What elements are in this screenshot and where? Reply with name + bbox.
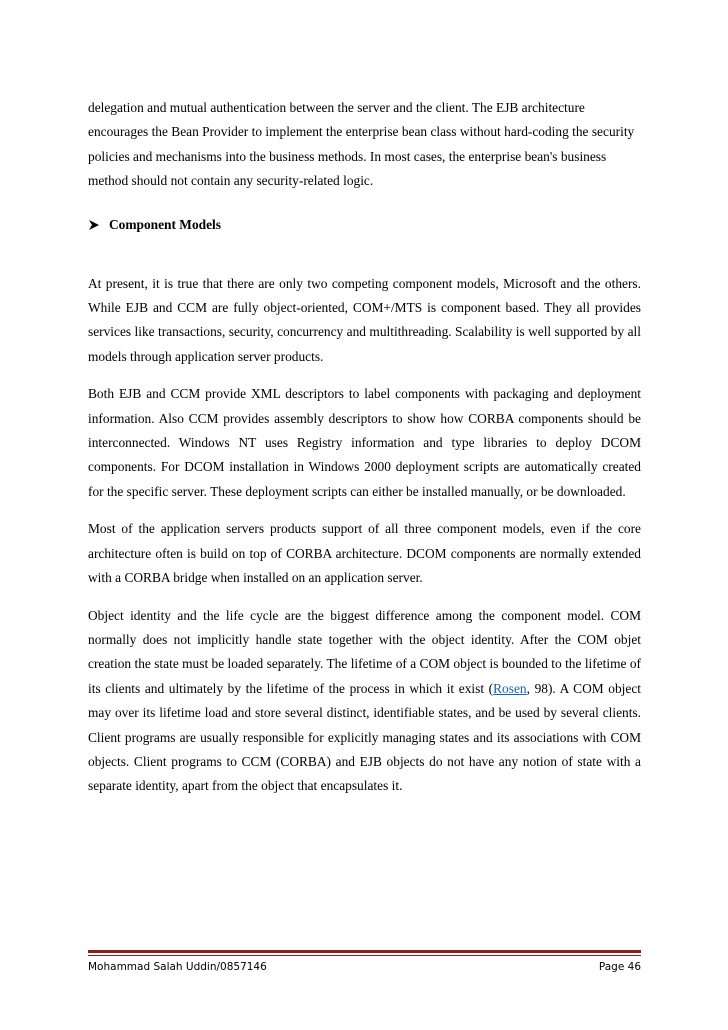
- paragraph-4-text-b: , 98). A COM object may over its lifetime load and store several distinct, identifiable states, and be used by several clients. Client programs are usually responsible for explicitly managing states and its associations with COM objects. Client programs to CCM (CORBA) and EJB objects do not have any notion of state with a separate identity, apart from the object that encapsulates it.: [88, 680, 641, 794]
- section-heading: [88, 213, 641, 237]
- footer-rule-thin: [88, 955, 641, 956]
- page-footer: [88, 961, 641, 973]
- section-heading-text: Component Models: [109, 216, 221, 232]
- paragraph-2: Both EJB and CCM provide XML descriptors to label components with packaging and deployment information. Also CCM provides assembly descriptors to show how CORBA components should be interconnected. Windows NT uses Registry information and type libraries to deploy DCOM components. For DCOM installation in Windows 2000 deployment scripts are automatically created for the specific server. These deployment scripts can either be installed manually, or be downloaded.: [88, 386, 641, 499]
- paragraph-continued: delegation and mutual authentication between the server and the client. The EJB architecture encourages the Bean Provider to implement the enterprise bean class without hard-coding the security policies and mechanisms into the business methods. In most cases, the enterprise bean's business method should not contain any security-related logic.: [88, 100, 635, 189]
- arrowhead-bullet-icon: [88, 219, 100, 231]
- footer-page-number: Page 46: [598, 961, 641, 973]
- document-body: [88, 96, 641, 812]
- paragraph-1: At present, it is true that there are only two competing component models, Microsoft and the others. While EJB and CCM are fully object-oriented, COM+/MTS is component based. They all provides services like transactions, security, concurrency and multithreading. Scalability is well supported by all models through application server products.: [88, 275, 641, 364]
- citation-link-rosen[interactable]: Rosen: [493, 680, 527, 696]
- footer-author: Mohammad Salah Uddin/0857146: [88, 961, 267, 973]
- footer-rule-thick: [88, 950, 641, 953]
- paragraph-4: [88, 604, 641, 799]
- paragraph-4-text-a: Object identity and the life cycle are the biggest difference among the component model. COM normally does not implicitly handle state together with the object identity. After the COM objet creation the state must be loaded separately. The lifetime of a COM object is bounded to the lifetime of its clients and ultimately by the lifetime of the process in which it exist (: [88, 607, 641, 696]
- paragraph-3: Most of the application servers products support of all three component models, even if the core architecture often is build on top of CORBA architecture. DCOM components are normally extended with a CORBA bridge when installed on an application server.: [88, 521, 641, 586]
